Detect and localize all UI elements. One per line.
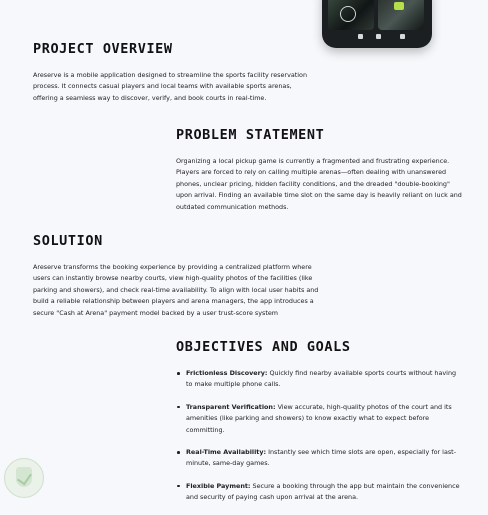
list-item: Transparent Verification: View accurate, high-quality photos of the court and its amenities (like parking and showers) to know exactly what to expect before committing. [176, 402, 460, 436]
list-item: Real-Time Availability: Instantly see which time slots are open, especially for last-minute, same-day games. [176, 447, 460, 470]
solution-heading: SOLUTION [33, 233, 103, 249]
list-item: Flexible Payment: Secure a booking through the app but maintain the convenience and security of paying cash upon arrival at the arena. [176, 481, 460, 504]
shield-icon [4, 458, 44, 498]
status-badge [394, 2, 404, 10]
home-icon [376, 34, 381, 39]
bell-icon [358, 34, 363, 39]
overview-heading: PROJECT OVERVIEW [33, 41, 173, 57]
overview-text: Areserve is a mobile application designed to streamline the sports facility reservation process. It connects casual players and local teams with available sports arenas, offering a seamless way to discover, verify, and book courts in real-time. [33, 71, 308, 102]
objectives-list [176, 368, 460, 515]
court-marking [340, 6, 356, 22]
objectives-heading: OBJECTIVES AND GOALS [176, 339, 351, 355]
calendar-icon [400, 34, 405, 39]
list-item: Frictionless Discovery: Quickly find nearby available sports courts without having to make multiple phone calls. [176, 368, 460, 391]
problem-text: Organizing a local pickup game is currently a fragmented and frustrating experience. Players are forced to rely on calling multiple arenas—often dealing with unanswered phones, unclear pricing, hidden facility conditions, and the dreaded "double-booking" upon arrival. Finding an available time slot on the same day is heavily reliant on luck and outdated communication methods. [176, 157, 462, 211]
problem-heading: PROBLEM STATEMENT [176, 127, 325, 143]
app-screenshot-mockup [322, 0, 432, 48]
solution-text: Areserve transforms the booking experience by providing a centralized platform where users can instantly browse nearby courts, view high-quality photos of the facilities (like parking and showers), and check real-time availability. To align with local user habits and build a reliable relationship between players and arena managers, the app introduces a secure "Cash at Arena" payment model backed by a user trust-score system [33, 263, 319, 317]
